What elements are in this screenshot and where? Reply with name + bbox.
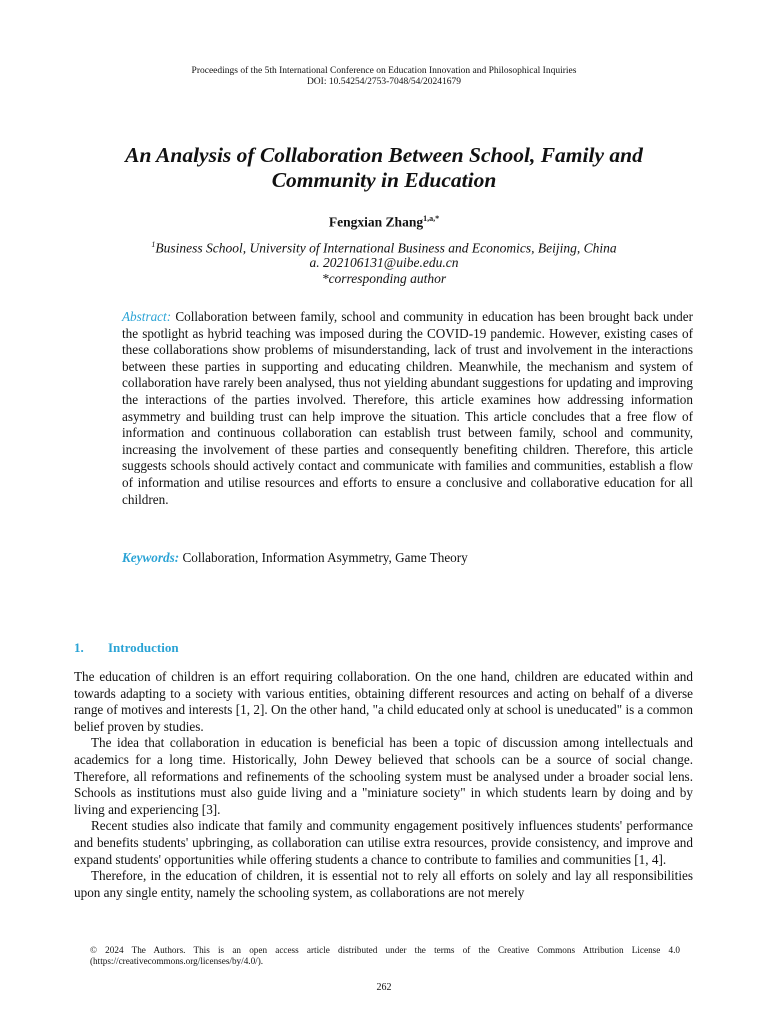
abstract-label: Abstract: bbox=[122, 309, 172, 324]
license-footnote: © 2024 The Authors. This is an open access article distributed under the terms of the Creative Commons Attribution License 4.0 (https://creativecommons.org/licenses/by/4.0/). bbox=[90, 945, 680, 966]
running-header bbox=[0, 66, 768, 88]
keywords-text: Collaboration, Information Asymmetry, Game Theory bbox=[182, 550, 468, 565]
paragraph-3: Recent studies also indicate that family and community engagement positively influences students' performance and benefits students' upbringing, as collaboration can utilise extra resources, provide consistency, and improve and expand students' opportunities while offering students a chance to contribute to families and communities [1, 4]. bbox=[74, 818, 693, 867]
author-marks: 1,a,* bbox=[423, 214, 440, 223]
title-line-1: An Analysis of Collaboration Between School, Family and bbox=[125, 143, 643, 167]
paragraph-4: Therefore, in the education of children, it is essential not to rely all efforts on solely and lay all responsibilities upon any single entity, namely the schooling system, as collaborations are not merely bbox=[74, 868, 693, 900]
paragraph-1: The education of children is an effort requiring collaboration. On the one hand, children are educated within and towards adapting to a society with various entities, obtaining different resources and acting on behalf of a diverse range of motives and interests [1, 2]. On the other hand, "a child educated only at school is uneducated" is a common belief proven by studies. bbox=[74, 669, 693, 734]
author-name: Fengxian Zhang bbox=[328, 214, 424, 230]
section-title: Introduction bbox=[108, 640, 179, 655]
affiliation-mark: 1 bbox=[151, 240, 156, 249]
author-email: a. 202106131@uibe.edu.cn bbox=[309, 255, 459, 270]
keywords bbox=[122, 550, 693, 566]
corresponding-author-note: *corresponding author bbox=[321, 271, 447, 286]
paragraph-2: The idea that collaboration in education is beneficial has been a topic of discussion among intellectuals and academics for a long time. Historically, John Dewey believed that schools can be a source of social change. Therefore, all reformations and refinements of the schooling system must be analysed under a broader social lens. Schools as institutions must also guide living and a "miniature society" in which students learn by doing and by living and experiencing [3]. bbox=[74, 735, 693, 817]
paper-title bbox=[60, 143, 708, 193]
section-number: 1. bbox=[74, 640, 84, 655]
doi-line: DOI: 10.54254/2753-7048/54/20241679 bbox=[306, 77, 462, 87]
introduction-body bbox=[74, 669, 693, 901]
author-line bbox=[0, 214, 768, 231]
page-number: 262 bbox=[376, 982, 392, 993]
affiliation bbox=[0, 237, 768, 257]
proceedings-line: Proceedings of the 5th International Conference on Education Innovation and Philosophical Inquiries bbox=[191, 66, 577, 76]
abstract-text: Collaboration between family, school and community in education has been brought back under the spotlight as hybrid teaching was imposed during the COVID-19 pandemic. However, existing cases of these collaborations show problems of misunderstanding, lack of trust and involvement in the interactions between these parties in supporting and educating children. Meanwhile, the mechanism and system of collaboration have rarely been analysed, thus not yielding abundant suggestions for updating and improving the interactions of the parties involved. Therefore, this article examines how addressing information asymmetry and building trust can help improve the situation. This article concludes that a free flow of information and continuous collaboration can establish trust between family, school and community, increasing the involvement of these parties and consequently benefiting children. Therefore, this article suggests schools should actively contact and communicate with families and communities, establish a flow of information and utilise resources and efforts to ensure a conclusive and collaborative education for all children. bbox=[122, 309, 694, 507]
affiliation-text: Business School, University of International Business and Economics, Beijing, China bbox=[155, 240, 617, 256]
section-heading bbox=[74, 640, 179, 656]
abstract bbox=[122, 309, 693, 508]
keywords-label: Keywords: bbox=[122, 550, 180, 565]
title-line-2: Community in Education bbox=[271, 168, 497, 192]
